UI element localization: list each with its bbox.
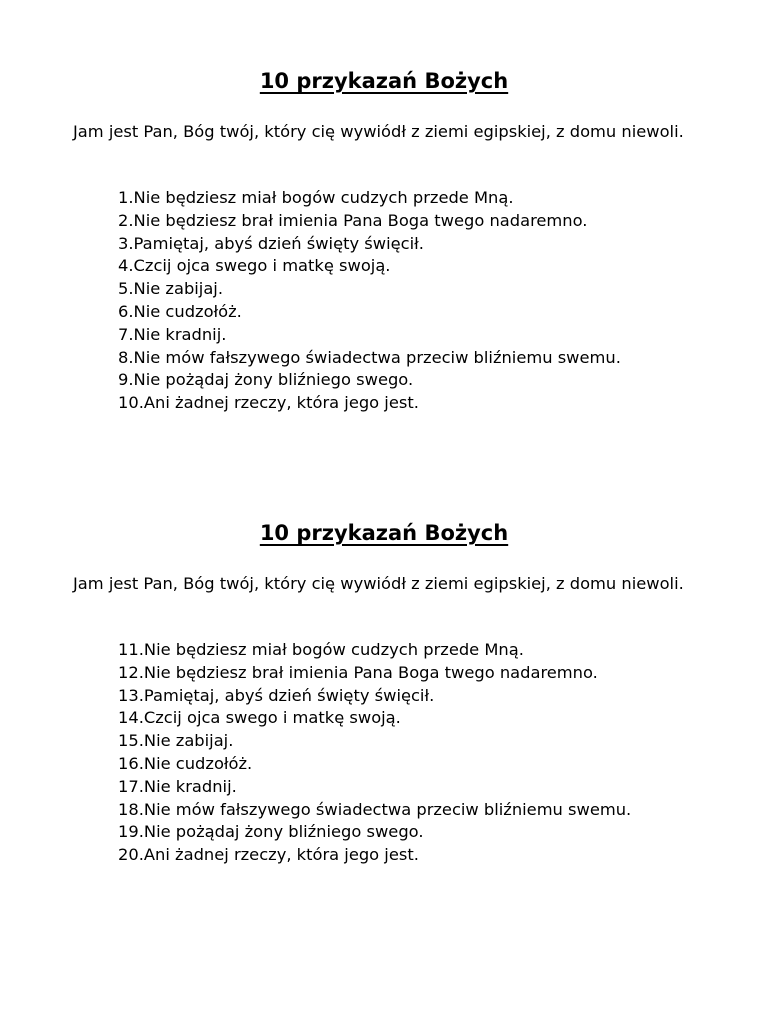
commandments-section-1 (0, 67, 768, 413)
list-item: 11.Nie będziesz miał bogów cudzych przede Mną. (118, 640, 524, 659)
commandments-list (118, 187, 621, 415)
section-title: 10 przykazań Bożych (259, 521, 509, 545)
list-item: 17.Nie kradnij. (118, 776, 237, 796)
list-item: 2.Nie będziesz brał imienia Pana Boga twego nadaremno. (118, 210, 588, 230)
list-item: 10.Ani żadnej rzeczy, która jego jest. (118, 393, 419, 413)
list-item: 4.Czcij ojca swego i matkę swoją. (118, 256, 391, 276)
list-item: 5.Nie zabijaj. (118, 279, 224, 299)
list-item: 18.Nie mów fałszywego świadectwa przeciw bliźniemu swemu. (118, 799, 632, 819)
list-item: 14.Czcij ojca swego i matkę swoją. (118, 708, 401, 728)
intro-paragraph: Jam jest Pan, Bóg twój, który cię wywiódł z ziemi egipskiej, z domu niewoli. (73, 574, 684, 593)
list-item: 1.Nie będziesz miał bogów cudzych przede Mną. (118, 188, 514, 207)
list-item: 3.Pamiętaj, abyś dzień święty święcił. (118, 233, 424, 253)
list-item: 12.Nie będziesz brał imienia Pana Boga twego nadaremno. (118, 662, 598, 682)
list-item: 8.Nie mów fałszywego świadectwa przeciw bliźniemu swemu. (118, 347, 621, 367)
list-item: 19.Nie pożądaj żony bliźniego swego. (118, 822, 424, 842)
list-item: 13.Pamiętaj, abyś dzień święty święcił. (118, 685, 435, 705)
list-item: 7.Nie kradnij. (118, 324, 227, 344)
list-item: 9.Nie pożądaj żony bliźniego swego. (118, 370, 414, 390)
intro-paragraph: Jam jest Pan, Bóg twój, który cię wywiódł z ziemi egipskiej, z domu niewoli. (73, 122, 684, 141)
section-title: 10 przykazań Bożych (259, 69, 509, 93)
list-item: 20.Ani żadnej rzeczy, która jego jest. (118, 845, 419, 865)
list-item: 15.Nie zabijaj. (118, 731, 234, 751)
commandments-section-2 (0, 519, 768, 865)
commandments-list (118, 639, 631, 867)
list-item: 16.Nie cudzołóż. (118, 753, 253, 773)
list-item: 6.Nie cudzołóż. (118, 301, 242, 321)
